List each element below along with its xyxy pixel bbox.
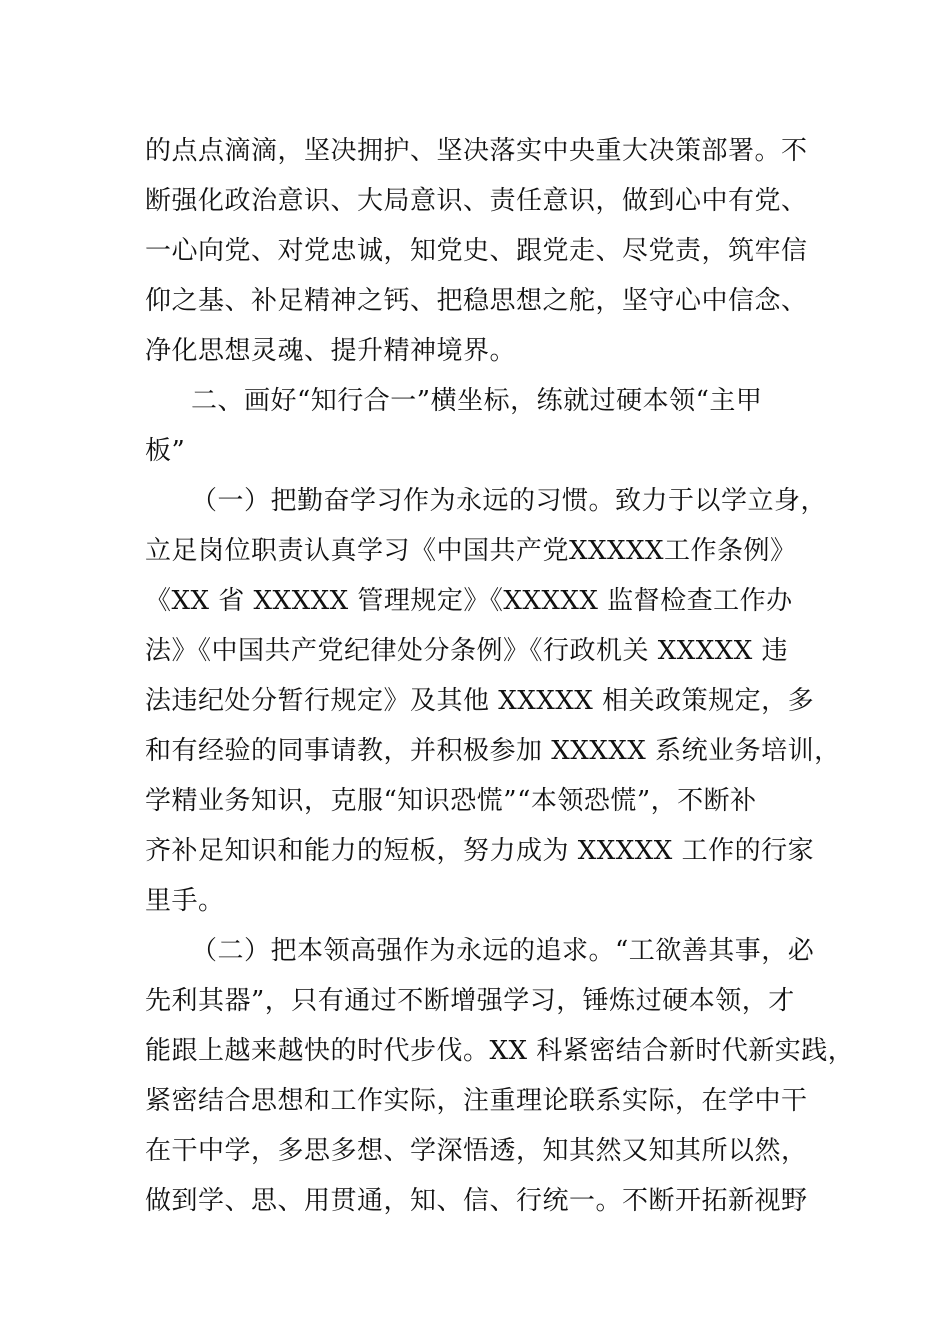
text-line: 在干中学，多思多想、学深悟透，知其然又知其所以然，	[145, 1136, 808, 1166]
text-line: 做到学、思、用贯通，知、信、行统一。不断开拓新视野	[145, 1186, 808, 1216]
text-line: 仰之基、补足精神之钙、把稳思想之舵，坚守心中信念、	[145, 286, 808, 316]
section-heading-line: 二、画好“知行合一”横坐标，练就过硬本领“主甲	[191, 386, 763, 416]
text-line: 紧密结合思想和工作实际，注重理论联系实际，在学中干	[145, 1086, 808, 1116]
body-text	[145, 126, 855, 1226]
text-line: 齐补足知识和能力的短板，努力成为 XXXXX 工作的行家	[145, 836, 815, 866]
text-line: 法违纪处分暂行规定》及其他 XXXXX 相关政策规定，多	[145, 686, 815, 716]
text-line: 《XX 省 XXXXX 管理规定》《XXXXX 监督检查工作办	[145, 586, 793, 616]
text-line: （一）把勤奋学习作为永远的习惯。致力于以学立身，	[191, 486, 828, 516]
text-line: 法》《中国共产党纪律处分条例》《行政机关 XXXXX 违	[145, 636, 789, 666]
text-line: 学精业务知识，克服“知识恐慌”“本领恐慌”，不断补	[145, 786, 757, 816]
text-line: 先利其器”，只有通过不断增强学习，锤炼过硬本领，才	[145, 986, 795, 1016]
text-line: 立足岗位职责认真学习《中国共产党XXXXX工作条例》	[145, 536, 797, 566]
section-heading-line: 板”	[145, 436, 186, 466]
text-line: 能跟上越来越快的时代步伐。XX 科紧密结合新时代新实践，	[145, 1036, 855, 1066]
text-line: 里手。	[145, 886, 225, 916]
text-line: 的点点滴滴，坚决拥护、坚决落实中央重大决策部署。不	[145, 136, 808, 166]
text-line: 一心向党、对党忠诚，知党史、跟党走、尽党责，筑牢信	[145, 236, 808, 266]
text-line: （二）把本领高强作为永远的追求。“工欲善其事，必	[191, 936, 815, 966]
text-line: 净化思想灵魂、提升精神境界。	[145, 336, 517, 366]
text-line: 断强化政治意识、大局意识、责任意识，做到心中有党、	[145, 186, 808, 216]
text-line: 和有经验的同事请教，并积极参加 XXXXX 系统业务培训，	[145, 736, 841, 766]
